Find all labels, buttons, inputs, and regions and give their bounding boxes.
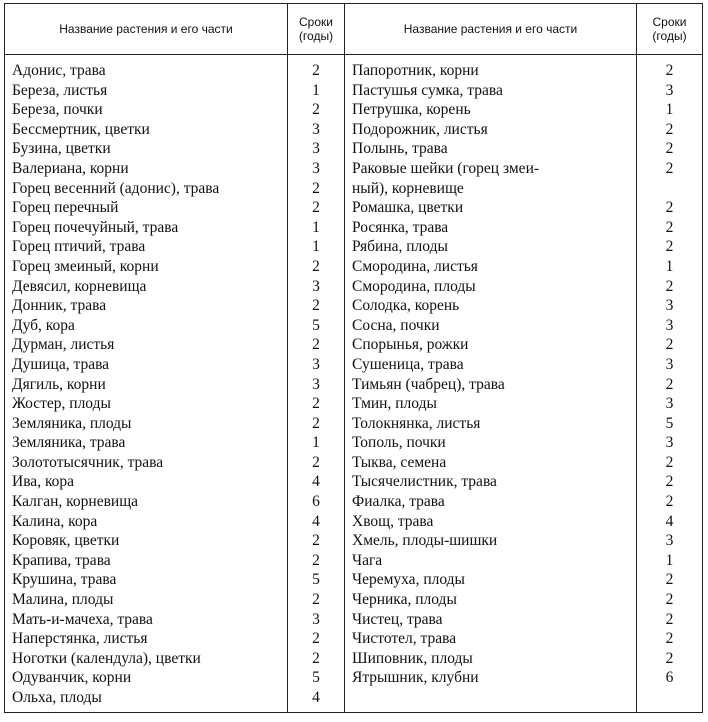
storage-years: 1 <box>312 81 320 99</box>
storage-years: 2 <box>312 297 320 315</box>
plant-name: Дурман, листья <box>12 336 115 354</box>
storage-years: 3 <box>312 375 320 393</box>
storage-years: 2 <box>665 649 674 667</box>
plant-name: Горец весенний (адонис), трава <box>12 179 220 197</box>
plant-name: Наперстянка, листья <box>12 630 148 648</box>
plant-name: Ива, кора <box>12 473 75 491</box>
plant-name: Калган, корневища <box>12 493 139 511</box>
storage-years: 2 <box>312 199 320 217</box>
plant-name: Полынь, трава <box>352 140 448 158</box>
plant-name: Сушеница, трава <box>352 355 464 373</box>
plant-name: Шиповник, плоды <box>352 649 473 667</box>
plant-name: Тысячелистник, трава <box>352 473 497 491</box>
storage-years: 2 <box>665 610 674 628</box>
plant-name: Чистец, трава <box>352 610 443 628</box>
plant-name: Душица, трава <box>12 355 110 373</box>
storage-years: 3 <box>312 140 320 158</box>
storage-years: 3 <box>665 81 674 99</box>
right-years-column <box>637 55 703 713</box>
storage-years: 2 <box>312 532 320 550</box>
storage-years: 2 <box>312 453 320 471</box>
plant-name: Солодка, корень <box>352 297 460 315</box>
plant-name: Крапива, трава <box>12 551 111 569</box>
plant-name: Земляника, плоды <box>12 414 132 432</box>
plant-name: Толокнянка, листья <box>352 414 481 432</box>
plant-name: Одуванчик, корни <box>12 669 132 687</box>
spacer <box>637 179 702 199</box>
plant-name: Спорынья, рожки <box>352 336 469 354</box>
right-names-column <box>345 55 637 713</box>
plant-name: Тыква, семена <box>352 453 447 471</box>
plant-name: Малина, плоды <box>12 591 114 609</box>
storage-years: 3 <box>665 434 674 452</box>
storage-years: 5 <box>312 669 320 687</box>
plant-name: Ятрышник, клубни <box>352 669 479 687</box>
plant-name: Горец змеиный, корни <box>12 257 159 275</box>
plant-name: Смородина, листья <box>352 257 478 275</box>
storage-years: 2 <box>312 591 320 609</box>
storage-years: 5 <box>312 316 320 334</box>
storage-years: 2 <box>665 630 674 648</box>
storage-years: 5 <box>665 414 674 432</box>
plant-name: Папоротник, корни <box>352 62 479 79</box>
storage-years: 2 <box>312 414 320 432</box>
plant-name: Тимьян (чабрец), трава <box>352 375 505 393</box>
storage-years: 1 <box>665 551 674 569</box>
storage-years: 4 <box>665 512 674 530</box>
storage-years: 3 <box>665 297 674 315</box>
storage-years: 3 <box>665 355 674 373</box>
storage-years: 1 <box>312 218 320 236</box>
storage-years: 2 <box>665 140 674 158</box>
plant-name: Девясил, корневища <box>12 277 147 295</box>
plant-name: Валериана, корни <box>12 159 129 177</box>
storage-years: 2 <box>665 238 674 256</box>
plant-name: Петрушка, корень <box>352 101 471 119</box>
plant-name: Раковые шейки (горец змеи- <box>352 159 540 177</box>
plant-name: Бузина, цветки <box>12 140 111 158</box>
storage-years: 5 <box>312 571 320 589</box>
plant-name: Черемуха, плоды <box>352 571 465 589</box>
plant-name: Черника, плоды <box>352 591 457 609</box>
storage-years: 3 <box>312 610 320 628</box>
storage-years: 2 <box>312 551 320 569</box>
plant-name: Бессмертник, цветки <box>12 120 150 138</box>
plant-name: Смородина, плоды <box>352 277 476 295</box>
storage-years: 2 <box>312 101 320 119</box>
plant-name: Ноготки (календула), цветки <box>12 649 201 667</box>
plant-name: Тополь, почки <box>352 434 446 452</box>
left-name-header: Название растения и его части <box>5 4 288 55</box>
plant-name: Золототысячник, трава <box>12 453 164 471</box>
plant-name-continued: ный), корневище <box>352 179 464 197</box>
storage-years: 2 <box>665 62 674 79</box>
plant-name: Адонис, трава <box>12 62 106 79</box>
storage-years: 4 <box>312 689 320 706</box>
storage-years: 2 <box>665 336 674 354</box>
left-years-column <box>288 55 345 713</box>
storage-years: 1 <box>312 238 320 256</box>
plant-name: Чага <box>352 551 383 569</box>
plant-name: Росянка, трава <box>352 218 449 236</box>
right-years-header: Сроки (годы) <box>637 4 703 55</box>
storage-years: 2 <box>312 630 320 648</box>
storage-years: 1 <box>665 257 674 275</box>
storage-years: 2 <box>665 473 674 491</box>
storage-years: 3 <box>665 316 674 334</box>
storage-years: 2 <box>312 62 320 79</box>
plant-name: Земляника, трава <box>12 434 126 452</box>
left-names-column <box>5 55 288 713</box>
plant-name: Донник, трава <box>12 297 107 315</box>
storage-years: 3 <box>312 159 320 177</box>
storage-years: 2 <box>665 218 674 236</box>
storage-years: 2 <box>665 199 674 217</box>
storage-years: 2 <box>312 257 320 275</box>
storage-years: 2 <box>665 159 674 177</box>
plant-name: Ольха, плоды <box>12 689 102 706</box>
storage-years: 6 <box>312 493 320 511</box>
plant-name: Сосна, почки <box>352 316 440 334</box>
plant-name: Рябина, плоды <box>352 238 448 256</box>
storage-years: 2 <box>665 571 674 589</box>
plant-name: Фиалка, трава <box>352 493 445 511</box>
plant-name: Тмин, плоды <box>352 395 437 413</box>
plant-name: Дуб, кора <box>12 316 75 334</box>
plant-name: Береза, почки <box>12 101 103 119</box>
plant-name: Горец почечуйный, трава <box>12 218 179 236</box>
plant-name: Чистотел, трава <box>352 630 457 648</box>
plant-name: Мать-и-мачеха, трава <box>12 610 153 628</box>
plant-name: Горец перечный <box>12 199 119 217</box>
storage-years: 2 <box>665 120 674 138</box>
storage-years: 1 <box>665 101 674 119</box>
storage-years: 3 <box>665 395 674 413</box>
storage-years: 4 <box>312 473 320 491</box>
storage-years: 2 <box>312 395 320 413</box>
storage-years: 2 <box>665 375 674 393</box>
plant-name: Подорожник, листья <box>352 120 488 138</box>
storage-years: 3 <box>312 120 320 138</box>
plant-name: Жостер, плоды <box>12 395 111 413</box>
storage-years: 2 <box>312 179 320 197</box>
plant-name: Коровяк, цветки <box>12 532 120 550</box>
storage-years: 6 <box>665 669 674 687</box>
storage-years: 3 <box>312 355 320 373</box>
plant-name: Пастушья сумка, трава <box>352 81 503 99</box>
storage-years: 2 <box>312 649 320 667</box>
storage-years: 2 <box>665 277 674 295</box>
plant-name: Хмель, плоды-шишки <box>352 532 498 550</box>
plant-name: Крушина, трава <box>12 571 117 589</box>
plant-name: Калина, кора <box>12 512 98 530</box>
storage-periods-table <box>4 3 703 713</box>
right-name-header: Название растения и его части <box>345 4 637 55</box>
storage-years: 2 <box>312 336 320 354</box>
plant-name: Береза, листья <box>12 81 108 99</box>
storage-years: 1 <box>312 434 320 452</box>
plant-name: Дягиль, корни <box>12 375 106 393</box>
storage-years: 3 <box>665 532 674 550</box>
storage-years: 3 <box>312 277 320 295</box>
storage-years: 4 <box>312 512 320 530</box>
storage-years: 2 <box>665 493 674 511</box>
plant-name: Горец птичий, трава <box>12 238 146 256</box>
left-years-header: Сроки (годы) <box>288 4 345 55</box>
storage-years: 2 <box>665 453 674 471</box>
plant-name: Хвощ, трава <box>352 512 434 530</box>
storage-years: 2 <box>665 591 674 609</box>
plant-name: Ромашка, цветки <box>352 199 464 217</box>
